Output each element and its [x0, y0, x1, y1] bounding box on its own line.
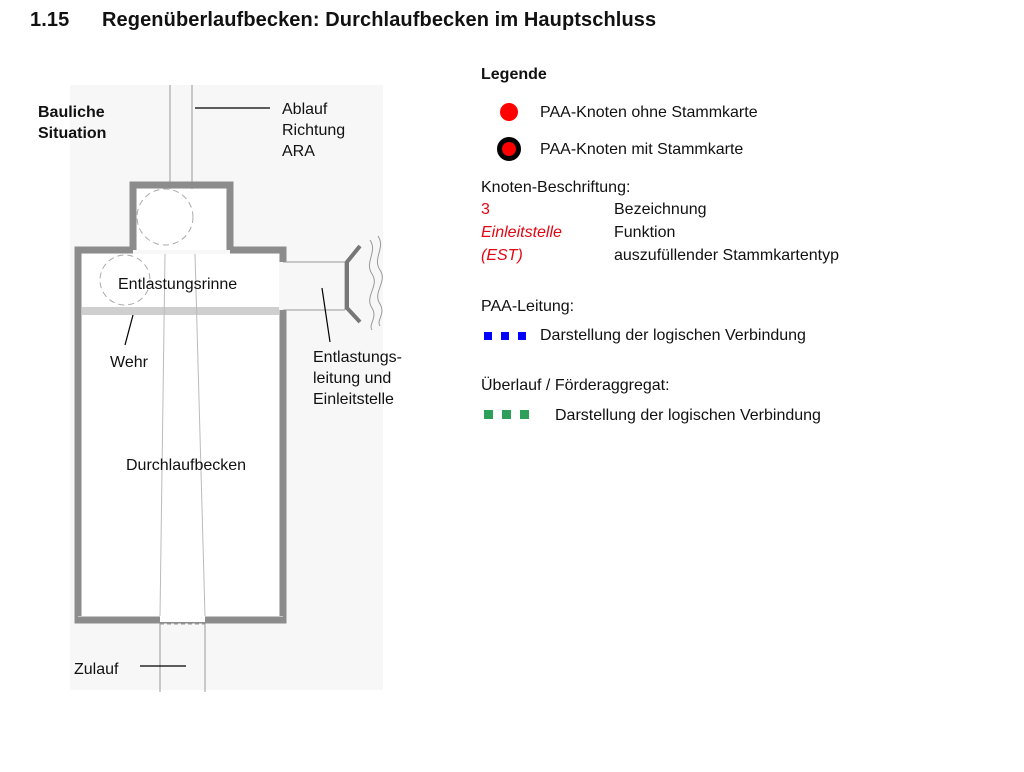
- legend-label-meaning: Bezeichnung: [614, 201, 707, 218]
- legend-label-example: Einleitstelle: [481, 224, 562, 241]
- legend-label-meaning: auszufüllender Stammkartentyp: [614, 247, 839, 264]
- legend-label-meaning: Funktion: [614, 224, 676, 241]
- section-title: Regenüberlaufbecken: Durchlaufbecken im Hauptschluss: [102, 9, 657, 31]
- node-without-card-icon: [500, 103, 518, 121]
- weir-crest: [82, 307, 279, 315]
- legend-node-with-card: PAA-Knoten mit Stammkarte: [540, 141, 744, 158]
- legend-title: Legende: [481, 66, 547, 83]
- legend-overflow-heading: Überlauf / Förderaggregat:: [481, 377, 670, 394]
- legend-paa-line-desc: Darstellung der logischen Verbindung: [540, 327, 806, 344]
- legend-node-without-card: PAA-Knoten ohne Stammkarte: [540, 104, 758, 121]
- legend-label-example: 3: [481, 201, 490, 218]
- label-weir: Wehr: [110, 354, 148, 371]
- legend-label-example: (EST): [481, 247, 523, 264]
- label-relief-channel: Entlastungsrinne: [118, 276, 238, 293]
- label-outflow: Ablauf Richtung ARA: [282, 101, 346, 160]
- upper-shaft-interior: [137, 189, 226, 250]
- legend-overflow-desc: Darstellung der logischen Verbindung: [555, 407, 821, 424]
- legend-paa-line-heading: PAA-Leitung:: [481, 298, 575, 315]
- label-situation: Bauliche Situation: [38, 104, 107, 142]
- label-relief-pipe: Entlastungs- leitung und Einleitstelle: [313, 349, 402, 408]
- label-inflow: Zulauf: [74, 661, 119, 678]
- node-with-card-icon: [497, 137, 521, 161]
- label-tank: Durchlaufbecken: [126, 457, 247, 474]
- section-number: 1.15: [30, 9, 70, 31]
- legend-label-heading: Knoten-Beschriftung:: [481, 179, 631, 196]
